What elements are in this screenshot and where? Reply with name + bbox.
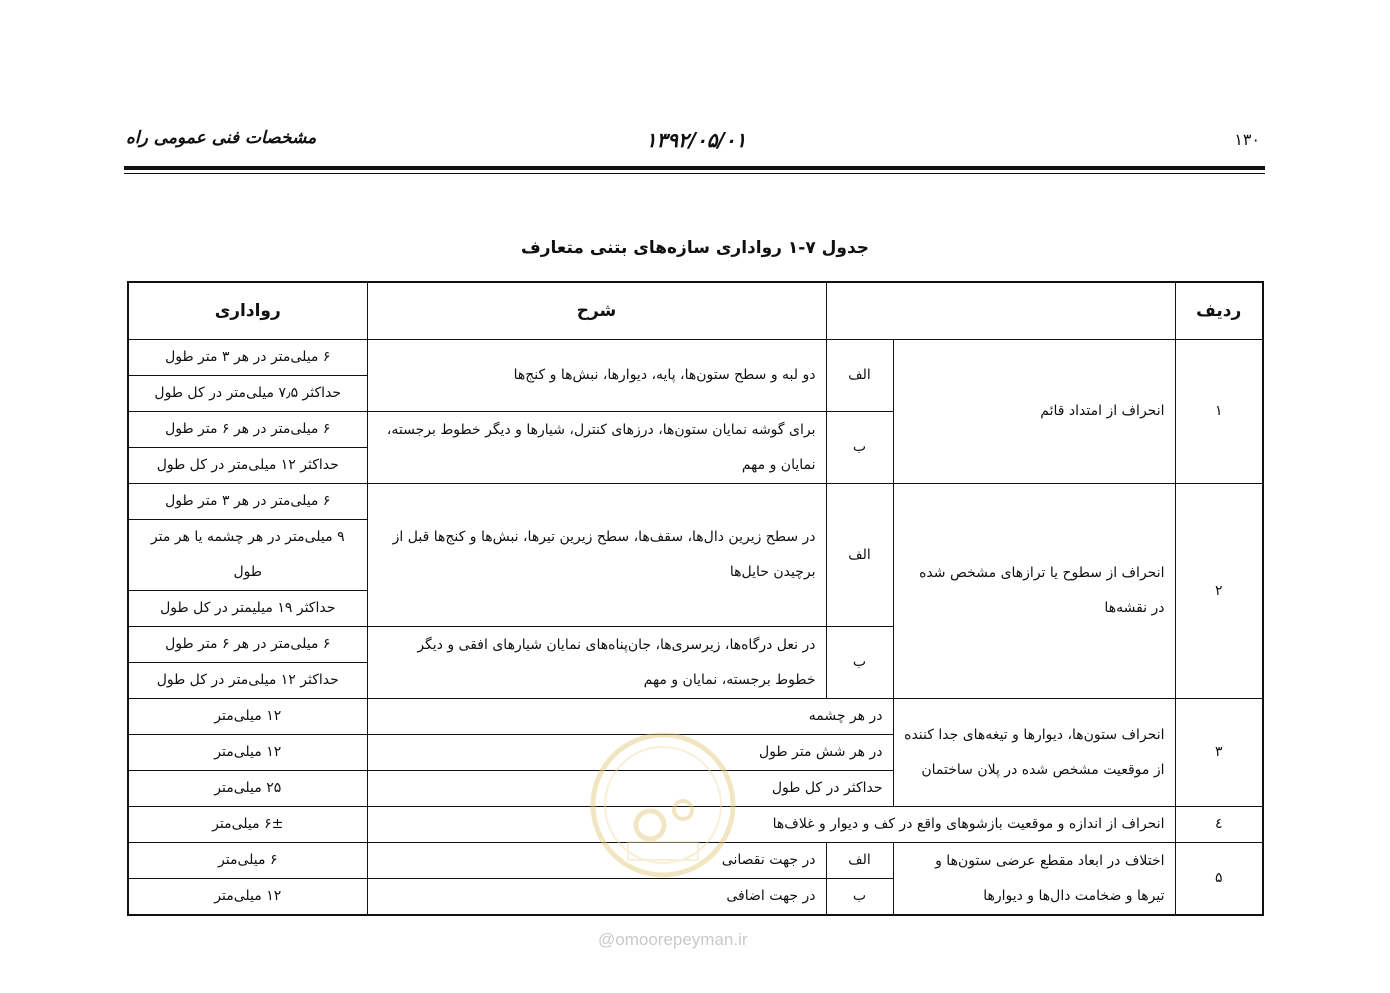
- table-row: [128, 340, 1263, 376]
- header-row-number: ردیف: [1175, 282, 1263, 340]
- header-tolerance: رواداری: [128, 282, 367, 340]
- row-item: اختلاف در ابعاد مقطع عرضی ستون‌ها و تیرها و ضخامت دال‌ها و دیوارها: [893, 843, 1175, 916]
- tolerance-value: ۶ میلی‌متر در هر ۳ متر طول: [128, 484, 367, 520]
- sub-description: برای گوشه نمایان ستون‌ها، درزهای کنترل، شیارها و دیگر خطوط برجسته، نمایان و مهم: [367, 412, 826, 484]
- sub-description: حداکثر در کل طول: [367, 771, 893, 807]
- header-blank: [826, 282, 1175, 340]
- watermark-url: @omoorepeyman.ir: [598, 930, 748, 949]
- header-date: ۱۳۹۲/۰۵/۰۱: [645, 128, 747, 152]
- sub-letter: الف: [826, 340, 893, 412]
- tolerance-value: ۱۲ میلی‌متر: [128, 735, 367, 771]
- tolerance-value: حداکثر ۱۲ میلی‌متر در کل طول: [128, 663, 367, 699]
- tolerance-value: ۹ میلی‌متر در هر چشمه یا هر متر طول: [128, 520, 367, 591]
- row-number: ۵: [1175, 843, 1263, 916]
- sub-letter: الف: [826, 843, 893, 879]
- row-item: انحراف ستون‌ها، دیوارها و تیغه‌های جدا کننده از موقعیت مشخص شده در پلان ساختمان: [893, 699, 1175, 807]
- row-item: انحراف از اندازه و موقعیت بازشوهای واقع در کف و دیوار و غلاف‌ها: [367, 807, 1175, 843]
- tolerance-value: ۶ میلی‌متر در هر ۶ متر طول: [128, 412, 367, 448]
- tolerance-value: حداکثر ۱۲ میلی‌متر در کل طول: [128, 448, 367, 484]
- row-number: ٤: [1175, 807, 1263, 843]
- tolerance-table: [127, 281, 1264, 916]
- row-number: ۲: [1175, 484, 1263, 699]
- sub-letter: ب: [826, 627, 893, 699]
- tolerance-value: ۶ میلی‌متر در هر ۶ متر طول: [128, 627, 367, 663]
- tolerance-value: ۲۵ میلی‌متر: [128, 771, 367, 807]
- table-row: [128, 807, 1263, 843]
- table-caption: جدول ۷-۱ رواداری سازه‌های بتنی متعارف: [520, 238, 870, 258]
- row-item: انحراف از سطوح یا ترازهای مشخص شده در نقشه‌ها: [893, 484, 1175, 699]
- header-rule-thick: [124, 166, 1265, 170]
- tolerance-value: ۶ میلی‌متر در هر ۳ متر طول: [128, 340, 367, 376]
- tolerance-value: حداکثر ۱۹ میلیمتر در کل طول: [128, 591, 367, 627]
- tolerance-value: ۶ میلی‌متر: [128, 843, 367, 879]
- row-number: ۱: [1175, 340, 1263, 484]
- page-header: [126, 128, 1266, 158]
- sub-letter: ب: [826, 412, 893, 484]
- tolerance-value: ۱۲ میلی‌متر: [128, 879, 367, 916]
- sub-description: در جهت اضافی: [367, 879, 826, 916]
- header-description: شرح: [367, 282, 826, 340]
- tolerance-value: ۱۲ میلی‌متر: [128, 699, 367, 735]
- sub-letter: الف: [826, 484, 893, 627]
- header-rule-thin: [124, 173, 1265, 174]
- sub-description: در هر چشمه: [367, 699, 893, 735]
- row-number: ۳: [1175, 699, 1263, 807]
- tolerance-value: ۶± میلی‌متر: [128, 807, 367, 843]
- sub-description: در جهت نقصانی: [367, 843, 826, 879]
- table-row: [128, 484, 1263, 520]
- sub-description: در هر شش متر طول: [367, 735, 893, 771]
- row-item: انحراف از امتداد قائم: [893, 340, 1175, 484]
- sub-description: در نعل درگاه‌ها، زیرسری‌ها، جان‌پناه‌های نمایان شیارهای افقی و دیگر خطوط برجسته، نمایان و مهم: [367, 627, 826, 699]
- sub-description: دو لبه و سطح ستون‌ها، پایه، دیوارها، نبش‌ها و کنج‌ها: [367, 340, 826, 412]
- table-row: [128, 843, 1263, 879]
- table-header-row: [128, 282, 1263, 340]
- sub-letter: ب: [826, 879, 893, 916]
- book-title: مشخصات فنی عمومی راه: [126, 128, 317, 148]
- page-number: ۱۳۰: [1234, 130, 1260, 149]
- sub-description: در سطح زیرین دال‌ها، سقف‌ها، سطح زیرین تیرها، نبش‌ها و کنج‌ها قبل از برچیدن حایل‌ها: [367, 484, 826, 627]
- tolerance-value: حداکثر ۷٫۵ میلی‌متر در کل طول: [128, 376, 367, 412]
- table-row: [128, 699, 1263, 735]
